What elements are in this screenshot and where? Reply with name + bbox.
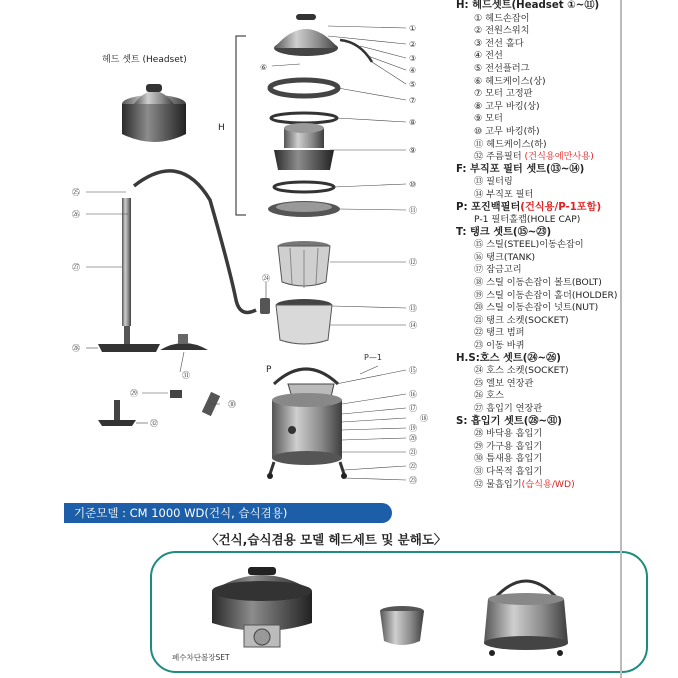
parts-list-item [456, 264, 678, 277]
head-case-top-illustration [274, 14, 372, 62]
tank-illustration [267, 369, 347, 479]
parts-list-item-text: ⑲ 스틸 이동손잡이 홀더(HOLDER) [474, 289, 618, 301]
callout-20: ⑳ [409, 434, 417, 443]
parts-list-item-text: P-1 필터홀캡(HOLE CAP) [474, 214, 581, 226]
callout-27: ㉗ [72, 263, 80, 272]
parts-list-item-text: ⑳ 스틸 이동손잡이 넛트(NUT) [474, 302, 599, 314]
parts-list-item-text: ⑨ 모터 [474, 113, 503, 125]
assembled-headset-illustration [122, 84, 186, 142]
callout-5: ⑤ [409, 80, 417, 89]
parts-list-item [456, 390, 678, 403]
motor-plate-illustration [270, 80, 338, 96]
callout-8: ⑧ [409, 118, 417, 127]
parts-list-item-text: ㉙ 가구용 흡입기 [474, 440, 543, 452]
callout-2: ② [409, 40, 417, 49]
parts-group-heading [456, 164, 678, 177]
parts-list-item-text: ㉚ 틈새용 흡입기 [474, 453, 543, 465]
rubber-gasket-bottom-illustration [274, 182, 334, 192]
head-case-bottom-illustration [268, 201, 340, 217]
parts-list-item [456, 441, 678, 454]
parts-group-heading [456, 416, 678, 429]
parts-list-item-text: ⑦ 모터 고정판 [474, 88, 533, 100]
parts-list-item [456, 479, 678, 492]
parts-list-item [456, 113, 678, 126]
callout-1: ① [409, 24, 417, 33]
callout-6: ⑥ [260, 63, 268, 72]
pleated-filter-illustration [278, 241, 330, 288]
parts-list-item-text: ㉔ 호스 소켓(SOCKET) [474, 365, 569, 377]
parts-list-item-text: ⑥ 헤드케이스(상) [474, 75, 546, 87]
page-edge-rule [620, 0, 622, 678]
parts-list-item [456, 340, 678, 353]
parts-list-item-text: ⑭ 부직포 필터 [474, 188, 534, 200]
parts-group-heading-text: H.S:호스 셋트(㉔~㉖) [456, 352, 561, 364]
exploded-view-sheet [60, 0, 678, 678]
parts-list-item-text: ㉛ 다목적 흡입기 [474, 465, 543, 477]
parts-list-item-text: ⑪ 헤드케이스(하) [474, 138, 547, 150]
ballvalve-set-label: 폐수차단볼장SET [172, 653, 230, 662]
parts-list-item [456, 327, 678, 340]
parts-list-item [456, 13, 678, 26]
parts-list-item [456, 50, 678, 63]
p-label: P [266, 365, 272, 375]
wet-nozzle-illustration [160, 334, 208, 350]
exploded-diagram [60, 0, 460, 500]
parts-list-item [456, 365, 678, 378]
parts-group-heading-text: H: 헤드셋트(Headset ①~⑪) [456, 0, 600, 11]
callout-25: ㉕ [72, 188, 80, 197]
parts-list-item [456, 151, 678, 164]
tank-assembly-illustration [484, 581, 568, 656]
parts-list-item-text: ⑮ 스틸(STEEL)이동손잡이 [474, 239, 584, 251]
parts-list-item-text: ㉜ 물흡입기 [474, 478, 522, 490]
callout-13: ⑬ [409, 304, 417, 313]
inner-bucket-illustration [380, 606, 424, 645]
parts-list-item-text: ⑤ 전선플러그 [474, 62, 530, 74]
parts-list-item-text: ③ 전선 홀다 [474, 37, 524, 49]
callout-11: ⑪ [409, 206, 417, 215]
parts-list-item-text: ⑯ 탱크(TANK) [474, 251, 536, 263]
callout-22: ㉒ [409, 462, 417, 471]
callout-9: ⑨ [409, 146, 417, 155]
parts-list-item [456, 252, 678, 265]
h-bracket [236, 36, 246, 215]
parts-list-item [456, 239, 678, 252]
callout-4: ④ [409, 66, 417, 75]
callout-24: ㉔ [262, 274, 270, 283]
parts-list-item [456, 126, 678, 139]
parts-group-heading [456, 227, 678, 240]
callout-31: ㉛ [182, 371, 190, 380]
parts-list-item [456, 378, 678, 391]
parts-list-item [456, 302, 678, 315]
parts-list-item-text: ㉒ 탱크 범퍼 [474, 327, 525, 339]
callout-30: ㉚ [228, 400, 236, 409]
parts-list-item-text: ㉘ 바닥용 흡입기 [474, 428, 543, 440]
parts-list-item-text: ② 전원스위치 [474, 25, 530, 37]
parts-list-item [456, 466, 678, 479]
headset-caption: 헤드 셋트 (Headset) [102, 55, 187, 65]
nonwoven-filter-illustration [276, 299, 332, 344]
p1-label: P—1 [364, 353, 382, 362]
callout-14: ⑭ [409, 321, 417, 330]
parts-list-item-text: ⑬ 필터링 [474, 176, 513, 188]
parts-list [456, 0, 678, 491]
parts-list-item [456, 453, 678, 466]
callout-21: ㉑ [409, 448, 417, 457]
callout-23: ㉓ [409, 476, 417, 485]
parts-list-item [456, 76, 678, 89]
assembly-subtitle: 〈건식,습식겸용 모델 헤드세트 및 분해도〉 [206, 532, 447, 547]
callout-3: ③ [409, 54, 417, 63]
callout-32: ㉜ [150, 419, 158, 428]
callout-17: ⑰ [409, 404, 417, 413]
parts-list-item [456, 176, 678, 189]
parts-list-item-note: (건식용에만사용) [524, 151, 594, 163]
callout-15: ⑮ [409, 366, 417, 375]
parts-list-item-text: ㉜ 주름필터 [474, 151, 525, 163]
parts-list-item-text: ① 헤드손잡이 [474, 12, 530, 24]
parts-group-heading-note: (건식용/P-1포함) [520, 201, 602, 213]
model-banner: 기준모델 : CM 1000 WD(건식, 습식겸용) [64, 503, 392, 523]
parts-list-item-text: ⑱ 스틸 이동손잡이 볼트(BOLT) [474, 277, 602, 289]
parts-list-item [456, 315, 678, 328]
parts-group-heading [456, 353, 678, 366]
callout-19: ⑲ [409, 424, 417, 433]
floor-nozzle-illustration [98, 326, 160, 352]
parts-list-item-text: ㉑ 탱크 소켓(SOCKET) [474, 314, 569, 326]
callout-29: ㉙ [130, 389, 138, 398]
hose-illustration [122, 171, 270, 326]
callout-18: ⑱ [420, 414, 428, 423]
parts-list-item [456, 63, 678, 76]
parts-list-item-note: (습식용/WD) [521, 478, 575, 490]
parts-list-item-text: ⑰ 잠금고리 [474, 264, 522, 276]
callout-12: ⑫ [409, 258, 417, 267]
parts-list-item [456, 38, 678, 51]
parts-group-heading-text: T: 탱크 셋트(⑮~㉓) [456, 226, 552, 238]
parts-list-item [456, 139, 678, 152]
parts-list-item-text: ㉗ 흡입기 연장관 [474, 403, 543, 414]
callout-16: ⑯ [409, 390, 417, 399]
parts-list-item [456, 277, 678, 290]
callout-7: ⑦ [409, 96, 417, 105]
h-bracket-label: H [218, 123, 225, 133]
parts-list-item [456, 290, 678, 303]
parts-list-item [456, 428, 678, 441]
parts-group-heading-text: S: 흡입기 셋트(㉘~㉛) [456, 415, 562, 427]
callout-10: ⑩ [409, 180, 417, 189]
small-nozzles-illustration [98, 390, 220, 426]
rubber-gasket-top-illustration [271, 113, 337, 123]
motor-illustration [274, 123, 334, 170]
parts-list-item [456, 403, 678, 416]
parts-list-item-text: ⑩ 고무 바킹(하) [474, 125, 540, 137]
parts-list-item-text: ㉓ 이동 바퀴 [474, 340, 525, 352]
parts-group-heading [456, 202, 678, 215]
parts-list-item-text: ④ 전선 [474, 50, 503, 62]
head-with-ballvalve-illustration [212, 567, 312, 647]
parts-list-item [456, 88, 678, 101]
parts-group-heading-text: P: 포진백필터 [456, 201, 521, 213]
parts-list-item [456, 189, 678, 202]
callout-28: ㉘ [72, 344, 80, 353]
parts-list-item [456, 101, 678, 114]
callout-26: ㉖ [72, 210, 80, 219]
parts-group-heading-text: F: 부직포 필터 셋트(⑬~⑭) [456, 163, 585, 175]
parts-list-item-text: ㉕ 엘보 연장관 [474, 377, 534, 389]
parts-group-heading [456, 0, 678, 13]
parts-list-item [456, 25, 678, 38]
parts-list-item [456, 214, 678, 227]
parts-list-item-text: ㉖ 호스 [474, 390, 504, 402]
parts-list-item-text: ⑧ 고무 바킹(상) [474, 100, 540, 112]
